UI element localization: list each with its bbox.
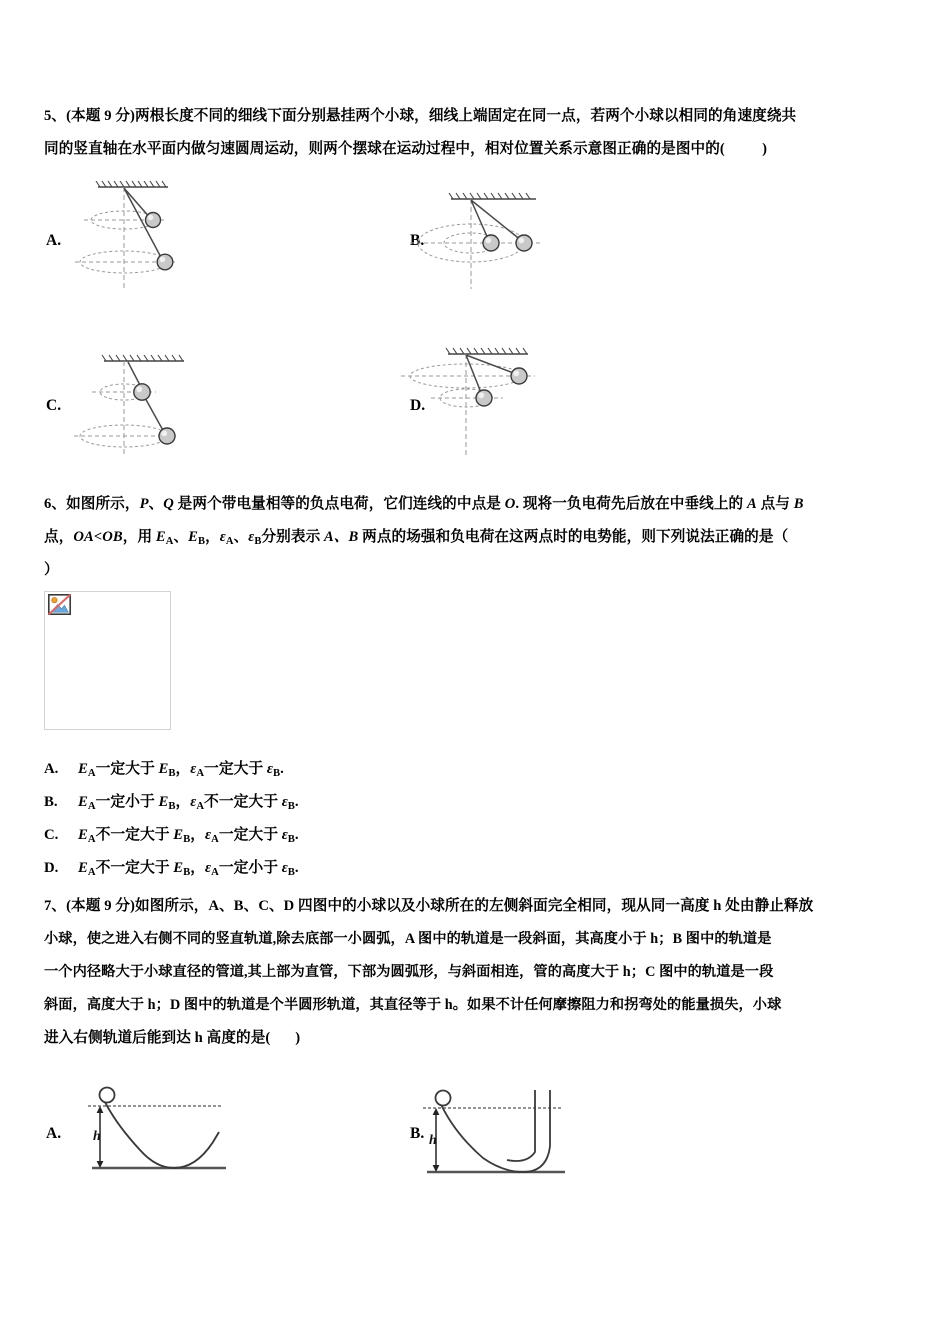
- q6-d-E1sub: A: [87, 866, 96, 878]
- q6-sym-EA: E: [155, 529, 166, 545]
- q6-sym-Q: Q: [163, 496, 174, 512]
- q6-sym-AB: A、B: [324, 529, 359, 545]
- q6-d-comma: ，: [190, 860, 206, 876]
- q6-d-mid1: 不一定大于: [95, 860, 174, 876]
- q7-b-height-label: h: [429, 1133, 437, 1148]
- q5-option-c-figure: [72, 342, 202, 457]
- q6-sym-epsB: ε: [248, 529, 255, 545]
- q6-c-mid1: 不一定大于: [95, 827, 174, 843]
- q6-number: 6、: [44, 496, 67, 512]
- q6-d-eps1sub: A: [211, 866, 219, 878]
- q6-l2f: 分别表示: [261, 529, 325, 545]
- question-6-text-line3: [44, 554, 912, 587]
- q6-c-E1: E: [78, 827, 88, 843]
- q6-b-eps1sub: A: [196, 800, 205, 812]
- q6-sym-P: P: [139, 496, 149, 512]
- question-7-text-line3: [44, 956, 912, 989]
- question-7-text-line1: [44, 890, 912, 923]
- q6-answer-b: [44, 790, 544, 812]
- q6-l2g: 两点的场强和负电荷在这两点时的电势能，则下列说法正确的是（: [358, 529, 789, 545]
- q6-a-mid2: 一定大于: [204, 761, 267, 777]
- q7-option-a-figure: [78, 1084, 268, 1189]
- q5-option-d-figure: [398, 340, 608, 458]
- q6-d-eps1: ε: [205, 860, 212, 876]
- q7-l2: 小球，使之进入右侧不同的竖直轨道,除去底部一小圆弧，A 图中的轨道是一段斜面，其高度小于 h；B 图中的轨道是: [44, 931, 772, 947]
- broken-image-icon: [48, 594, 71, 615]
- q6-c-E1sub: A: [87, 833, 96, 845]
- q6-b-E1sub: A: [87, 800, 96, 812]
- q6-sym-EB: E: [188, 529, 198, 545]
- q6-a-period: .: [280, 761, 284, 777]
- q5-option-b-figure: [408, 176, 608, 291]
- q6-sub-EA: A: [165, 535, 174, 547]
- q6-c-E2: E: [173, 827, 184, 843]
- q7-option-b-figure: [415, 1084, 605, 1189]
- question-7-text-line2: [44, 923, 912, 956]
- q6-b-eps2: ε: [281, 794, 288, 810]
- q6-c-comma: ，: [190, 827, 206, 843]
- q6-a-eps2: ε: [266, 761, 273, 777]
- q7-l3: 一个内径略大于小球直径的管道,其上部为直管，下部为圆弧形，与斜面相连，管的高度大于 h；C 图中的轨道是一段: [44, 964, 774, 980]
- q7-l4: 斜面，高度大于 h；D 图中的轨道是个半圆形轨道，其直径等于 h。如果不计任何摩擦阻力和拐弯处的能量损失，小球: [44, 997, 782, 1013]
- q6-b-mid2: 不一定大于: [204, 794, 282, 810]
- q6-b-E1: E: [78, 794, 88, 810]
- q5-line2: 同的竖直轴在水平面内做匀速圆周运动，则两个摆球在运动过程中，相对位置关系示意图正确的是图中的(: [44, 141, 725, 157]
- q6-b-comma: ，: [175, 794, 191, 810]
- question-6-text-line2: [44, 521, 912, 558]
- q6-sub-epsB: B: [254, 535, 262, 547]
- q5-line1: 两根长度不同的细线下面分别悬挂两个小球，细线上端固定在同一点，若两个小球以相同的角速度绕共: [135, 108, 797, 124]
- question-5-text-line2: [44, 133, 912, 166]
- q5-option-c-label: C.: [46, 397, 62, 414]
- q6-c-eps1: ε: [205, 827, 212, 843]
- q5-marks: (本题 9 分): [66, 108, 135, 124]
- q7-marks: (本题 9 分): [66, 898, 135, 914]
- q6-c-mid2: 一定大于: [218, 827, 282, 843]
- question-7-text-line4: [44, 989, 912, 1022]
- q7-a-height-label: h: [93, 1129, 101, 1144]
- q6-l2e: 、: [233, 529, 249, 545]
- q7-option-a-label: A.: [46, 1125, 62, 1142]
- q6-l1d: 点与: [756, 496, 794, 512]
- question-6-figure-placeholder: [44, 591, 171, 730]
- q6-d-E2: E: [173, 860, 184, 876]
- q6-c-period: .: [294, 827, 299, 843]
- q6-l1c: . 现将一负电荷先后放在中垂线上的: [515, 496, 747, 512]
- q6-a-eps1: ε: [190, 761, 197, 777]
- q5-tail: ): [762, 141, 768, 157]
- q6-answer-d-letter: D.: [44, 860, 59, 876]
- q6-c-eps1sub: A: [211, 833, 219, 845]
- q6-l2d: ，: [205, 529, 220, 545]
- q6-c-eps2sub: B: [287, 833, 295, 845]
- q6-d-eps2sub: B: [287, 866, 295, 878]
- q5-option-a-label: A.: [46, 232, 62, 249]
- q6-b-period: .: [294, 794, 299, 810]
- q6-d-period: .: [294, 860, 299, 876]
- q6-d-mid2: 一定小于: [218, 860, 282, 876]
- q6-sym-B: B: [793, 496, 804, 512]
- q6-a-E2: E: [158, 761, 169, 777]
- q6-sym-epsA: ε: [219, 529, 226, 545]
- q6-a-E1: E: [78, 761, 88, 777]
- q6-b-eps1: ε: [190, 794, 197, 810]
- q5-option-b-label: B.: [410, 232, 425, 249]
- q6-c-E2sub: B: [183, 833, 191, 845]
- q6-d-E2sub: B: [183, 866, 191, 878]
- q6-sym-A: A: [747, 496, 757, 512]
- q6-d-E1: E: [78, 860, 88, 876]
- q6-a-E1sub: A: [87, 767, 96, 779]
- q6-answer-c-letter: C.: [44, 827, 59, 843]
- q6-b-E2: E: [158, 794, 169, 810]
- q7-l1: 如图所示，A、B、C、D 四图中的小球以及小球所在的左侧斜面完全相同，现从同一高度 h 处由静止释放: [135, 898, 814, 914]
- q6-l2c: 、: [173, 529, 189, 545]
- q6-answer-b-letter: B.: [44, 794, 58, 810]
- q6-dun1: 、: [148, 496, 164, 512]
- q6-b-mid1: 一定小于: [95, 794, 159, 810]
- q6-l1a: 如图所示，: [66, 496, 140, 512]
- q6-a-comma: ，: [175, 761, 191, 777]
- q6-c-eps2: ε: [281, 827, 288, 843]
- q6-sym-O: O: [504, 496, 516, 512]
- q6-a-eps2sub: B: [272, 767, 281, 779]
- question-5-text: [44, 100, 912, 133]
- q7-option-b-label: B.: [410, 1125, 425, 1142]
- q6-sub-epsA: A: [225, 535, 234, 547]
- question-7-text-line5: [44, 1022, 912, 1055]
- q5-number: 5、: [44, 108, 67, 124]
- q6-l2b: ，用: [122, 529, 156, 545]
- q6-a-E2sub: B: [168, 767, 176, 779]
- question-6-text-line1: [44, 488, 912, 521]
- q6-answer-a: [44, 757, 544, 779]
- q6-a-mid1: 一定大于: [95, 761, 159, 777]
- q7-number: 7、: [44, 898, 67, 914]
- q6-answer-d: [44, 856, 544, 878]
- q6-b-E2sub: B: [168, 800, 176, 812]
- q7-l5: 进入右侧轨道后能到达 h 高度的是(: [44, 1030, 271, 1046]
- q6-answer-a-letter: A.: [44, 761, 59, 777]
- q6-answer-c: [44, 823, 544, 845]
- q6-l3: ）: [44, 562, 59, 578]
- q6-l2a: 点，: [44, 529, 74, 545]
- q6-sym-OAOB: OA<OB: [73, 529, 123, 545]
- q6-b-eps2sub: B: [287, 800, 295, 812]
- q5-option-a-figure: [72, 176, 202, 291]
- q6-sub-EB: B: [197, 535, 206, 547]
- q7-tail: ): [295, 1030, 301, 1046]
- q6-l1b: 是两个带电量相等的负点电荷，它们连线的中点是: [173, 496, 505, 512]
- q5-option-d-label: D.: [410, 397, 426, 414]
- q6-a-eps1sub: A: [196, 767, 205, 779]
- q6-d-eps2: ε: [281, 860, 288, 876]
